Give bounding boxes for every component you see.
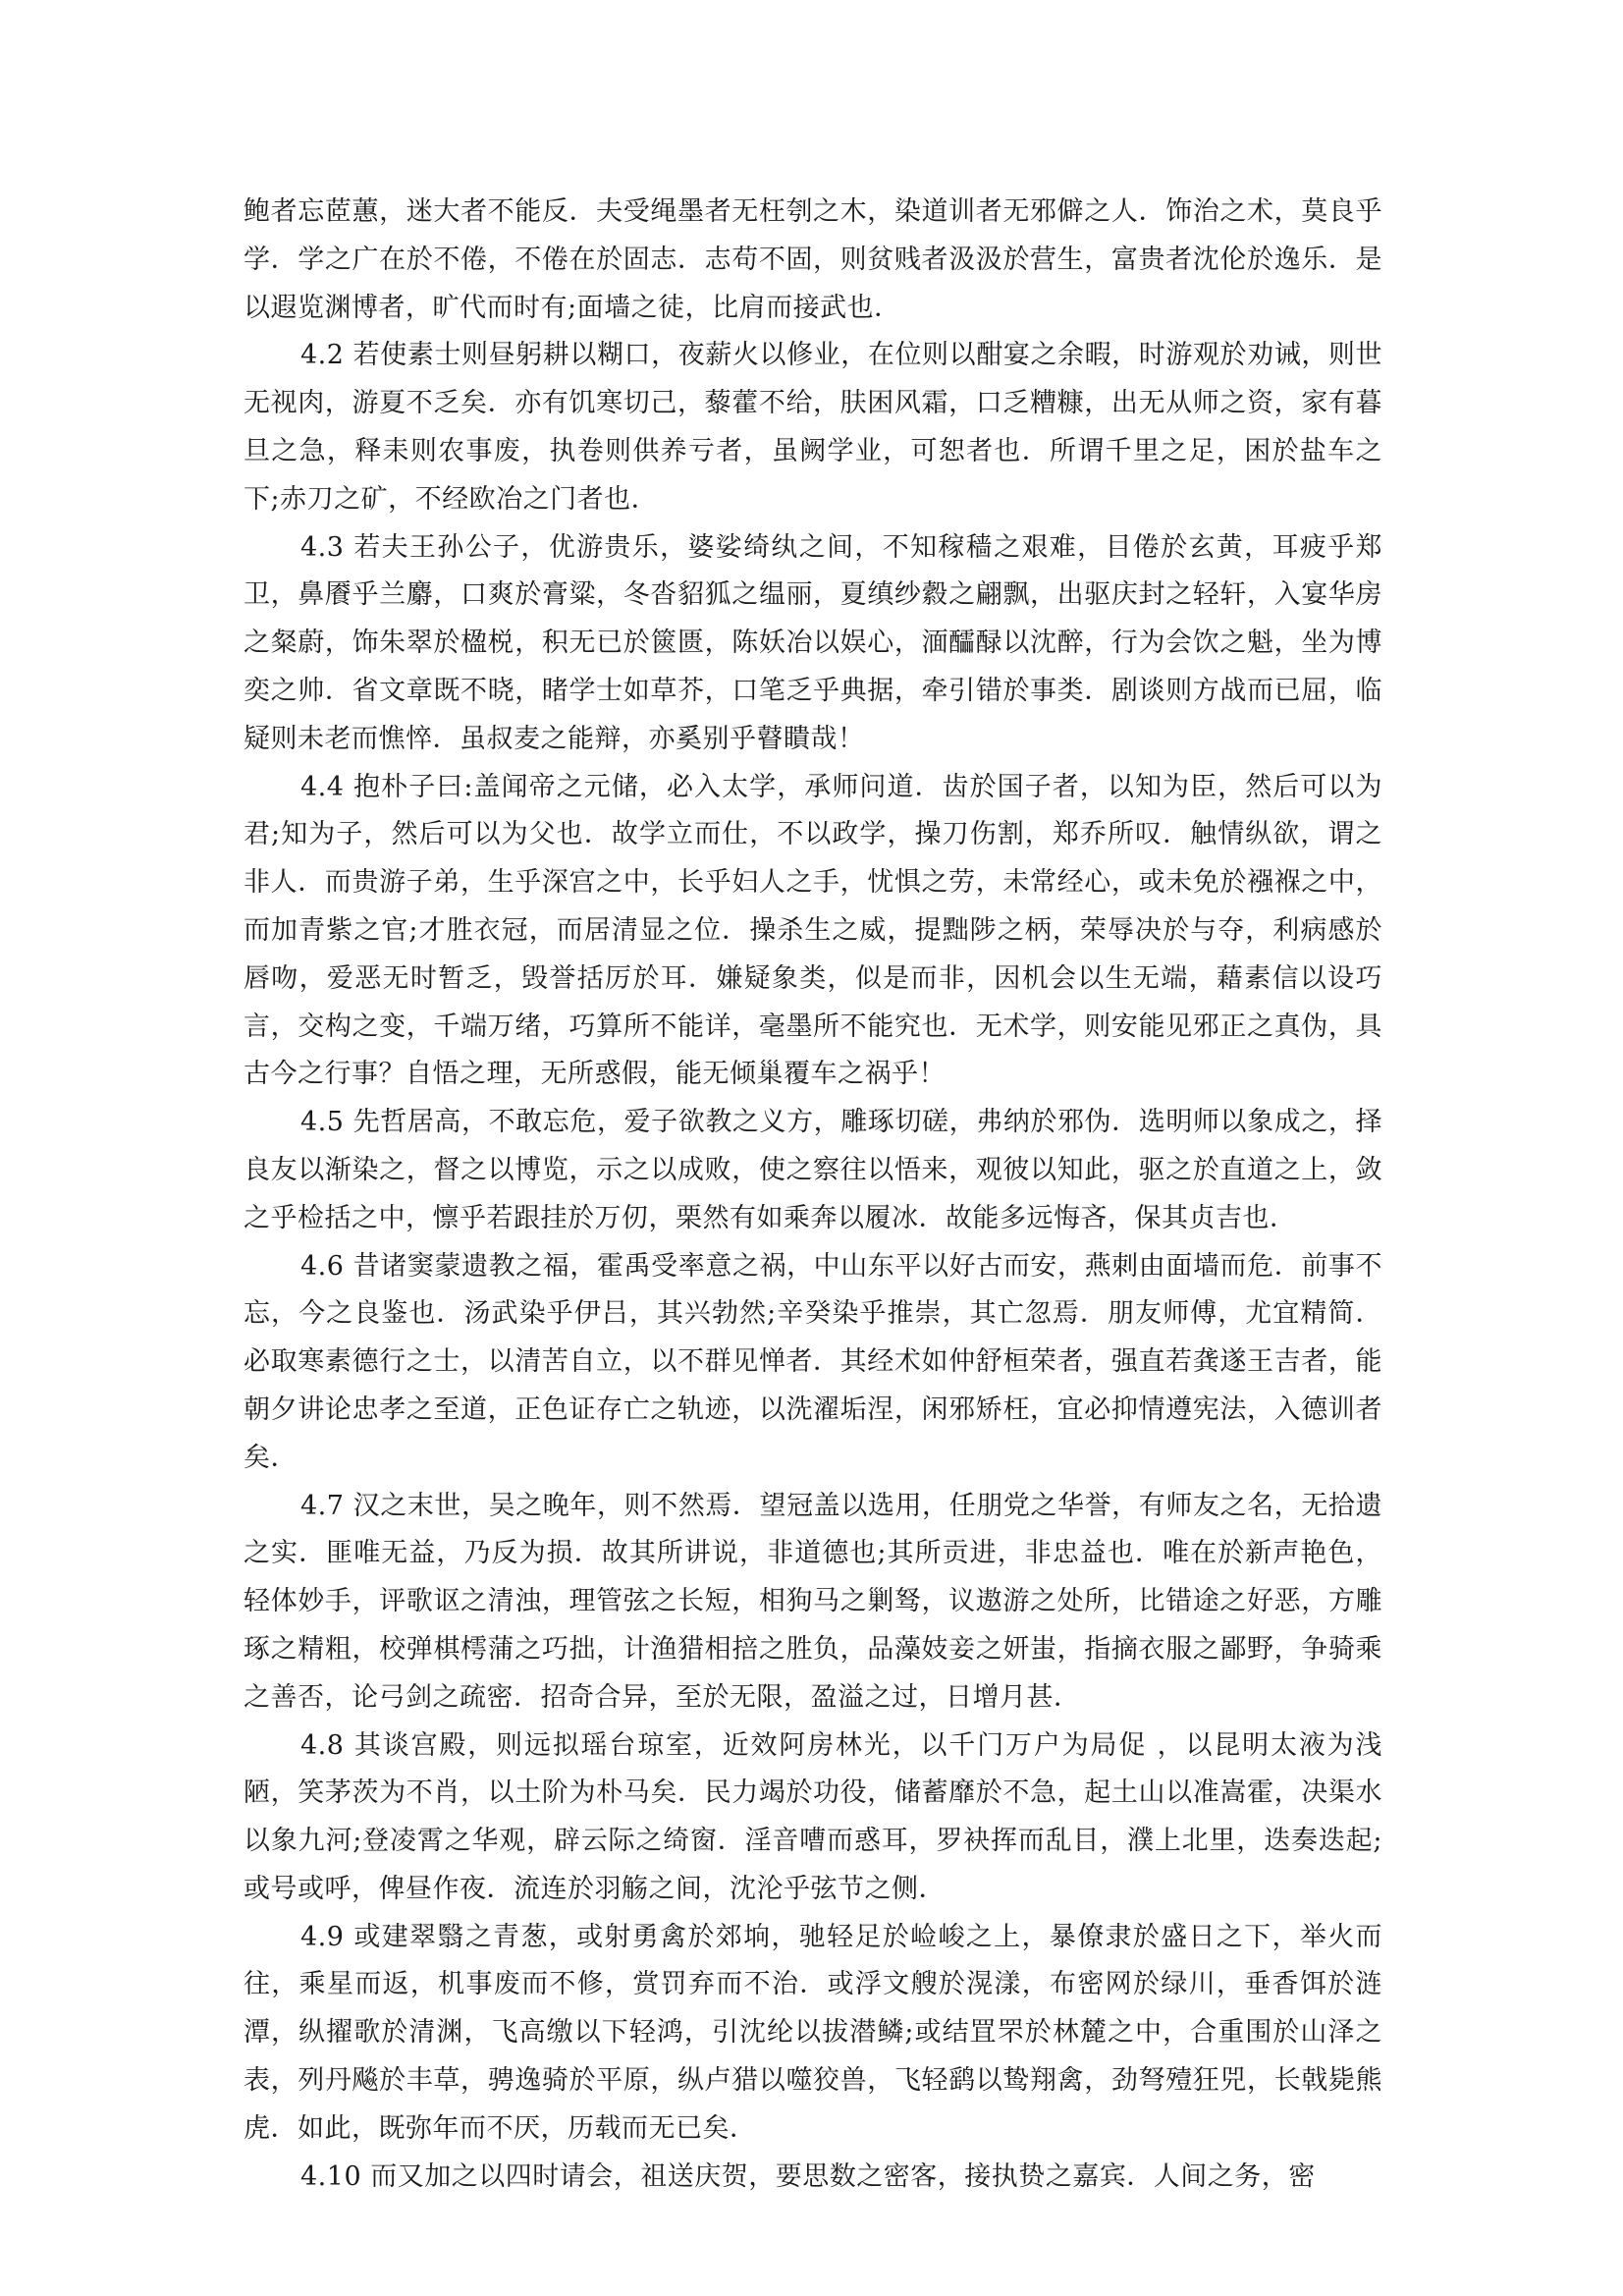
paragraph-text: 汉之末世，吴之晚年，则不然焉．望冠盖以选用，任朋党之华誉，有师友之名，无拾遗之实．匪唯无益，乃反为损．故其所讲说，非道德也;其所贡进，非忠益也．唯在於新声艳色，轻体妙手，评歌讴之清浊，理管弦之长短，相狗马之剿驽，议遨游之处所，比错途之好恶，方雕琢之精粗，校弹棋樗蒲之巧拙，计渔猎相掊之胜负，品藻妓妾之妍蚩，指摘衣服之鄙野，争骑乘之善否，论弓剑之疏密．招奇合异，至於无限，盈溢之过，日增月甚．: [243, 1490, 1383, 1713]
paragraph-4-2: [243, 332, 1382, 523]
paragraph-number: 4.8: [300, 1729, 345, 1761]
document-page: [243, 189, 1382, 2201]
paragraph-4-5: [243, 1099, 1382, 1242]
paragraph-text: 先哲居高，不敢忘危，爱子欲教之义方，雕琢切磋，弗纳於邪伪．选明师以象成之，择良友以渐染之，督之以博览，示之以成败，使之察往以悟来，观彼以知此，驱之於直道之上，敛之乎检括之中，懔乎若跟挂於万仞，栗然有如乘奔以履冰．故能多远悔吝，保其贞吉也．: [243, 1107, 1383, 1233]
paragraph-text: 若夫王孙公子，优游贵乐，婆娑绮纨之间，不知稼穑之艰难，目倦於玄黄，耳疲乎郑卫，鼻餍乎兰麝，口爽於膏粱，冬沓貂狐之缊丽，夏缜纱縠之翩飘，出驱庆封之轻轩，入宴华房之粲蔚，饰朱翠於楹棁，积无已於篋匮，陈妖冶以娱心，湎醽醁以沈醉，行为会饮之魁，坐为博奕之帅．省文章既不晓，睹学士如草芥，口笔乏乎典据，牵引错於事类．剧谈则方战而已屈，临疑则未老而憔悴．虽叔麦之能辩，亦奚别乎瞽瞶哉！: [243, 531, 1382, 754]
paragraph-text: 其谈宫殿，则远拟瑶台琼室，近效阿房林光，以千门万户为局促 ，以昆明太液为浅陋，笑茅茨为不肖，以土阶为朴马矣．民力竭於功役，储蓄靡於不急，起土山以准嵩霍，决渠水以象九河;登凌霄之华观，辟云际之绮窗．淫音嘈而惑耳，罗袂挥而乱目，濮上北里，迭奏迭起;或号或呼，俾昼作夜．流连於羽觞之间，沈沦乎弦节之侧．: [243, 1729, 1382, 1904]
paragraph-number: 4.10: [300, 2160, 362, 2192]
paragraph-4-8: [243, 1722, 1382, 1914]
paragraph-number: 4.7: [300, 1490, 345, 1521]
paragraph-text: 鲍者忘茝蕙，迷大者不能反．夫受绳墨者无枉刳之木，染道训者无邪僻之人．饰治之术，莫良乎学．学之广在於不倦，不倦在於固志．志苟不固，则贫贱者汲汲於营生，富贵者沈伦於逸乐．是以遐览渊博者，旷代而时有;面墙之徒，比肩而接武也．: [243, 196, 1382, 323]
paragraph-4-3: [243, 524, 1382, 764]
paragraph-4-9: [243, 1914, 1382, 2154]
paragraph-number: 4.5: [300, 1107, 345, 1138]
paragraph-text: 而又加之以四时请会，祖送庆贺，要思数之密客，接执贽之嘉宾．人间之务，密: [370, 2160, 1316, 2192]
paragraph-text: 若使素士则昼躬耕以糊口，夜薪火以修业，在位则以酣宴之余暇，时游观於劝诫，则世无视肉，游夏不乏矣．亦有饥寒切己，藜藿不给，肤困风霜，口乏糟糠，出无从师之资，家有暮旦之急，释耒则农事废，执卷则供养亏者，虽阙学业，可恕者也．所谓千里之足，困於盐车之下;赤刀之矿，不经欧冶之门者也．: [243, 340, 1383, 515]
paragraph-4-4: [243, 764, 1382, 1100]
paragraph-4-10: [243, 2154, 1382, 2202]
paragraph-number: 4.2: [300, 340, 345, 371]
paragraph-text: 抱朴子曰:盖闻帝之元储，必入太学，承师问道．齿於国子者，以知为臣，然后可以为君;知为子，然后可以为父也．故学立而仕，不以政学，操刀伤割，郑乔所叹．触情纵欲，谓之非人．而贵游子弟，生乎深宫之中，长乎妇人之手，忧惧之劳，未常经心，或未免於襁褓之中，而加青紫之官;才胜衣冠，而居清显之位．操杀生之威，提黜陟之柄，荣辱决於与夺，利病感於唇吻，爱恶无时暂乏，毁誉括厉於耳．嫌疑象类，似是而非，因机会以生无端，藉素信以设巧言，交构之变，千端万绪，巧算所不能详，毫墨所不能究也．无术学，则安能见邪正之真伪，具古今之行事？自悟之理，无所惑假，能无倾巢覆车之祸乎！: [243, 771, 1382, 1090]
paragraph-number: 4.6: [300, 1250, 345, 1282]
paragraph-text: 或建翠翳之青葱，或射勇禽於郊垧，驰轻足於崄峻之上，暴僚隶於盛日之下，举火而往，乘星而返，机事废而不修，赏罚弃而不治．或浮文艘於滉漾，布密网於绿川，垂香饵於涟潭，纵擢歌於清渊，飞高缴以下轻鸿，引沈纶以拔潜鳞;或结罝罘於林麓之中，合重围於山泽之表，列丹飚於丰草，骋逸骑於平原，纵卢猎以噬狡兽，飞轻鹞以鸷翔禽，劲弩殪狂兕，长戟毙熊虎．如此，既弥年而不厌，历载而无已矣．: [243, 1921, 1382, 2144]
paragraph-4-6: [243, 1243, 1382, 1483]
paragraph-text: 昔诸窦蒙遗教之福，霍禹受率意之祸，中山东平以好古而安，燕刺由面墙而危．前事不忘，今之良鉴也．汤武染乎伊吕，其兴勃然;辛癸染乎推崇，其亡忽焉．朋友师傅，尤宜精简．必取寒素德行之士，以清苦自立，以不群见惮者．其经术如仲舒桓荣者，强直若龚遂王吉者，能朝夕讲论忠孝之至道，正色证存亡之轨迹，以洗濯垢涅，闲邪矫枉，宜必抑情遵宪法，入德训者矣．: [243, 1250, 1383, 1473]
paragraph-number: 4.4: [300, 771, 345, 802]
paragraph-number: 4.9: [300, 1921, 345, 1952]
paragraph-4-7: [243, 1483, 1382, 1722]
paragraph-continuation: [243, 189, 1382, 332]
paragraph-number: 4.3: [300, 531, 345, 563]
